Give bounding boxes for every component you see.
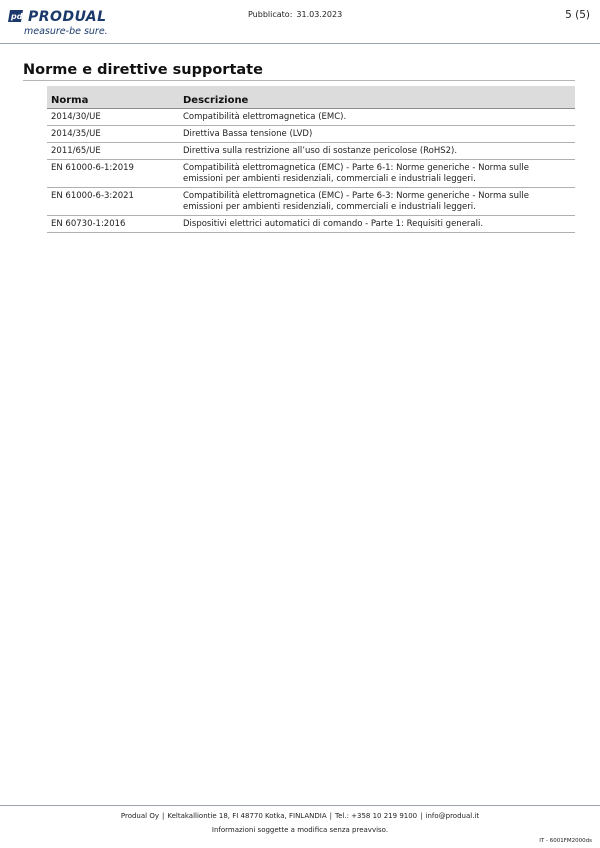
norm-cell: EN 60730-1:2016 bbox=[47, 216, 179, 233]
page-header bbox=[0, 0, 600, 44]
page-number: 5 (5) bbox=[565, 9, 590, 21]
table-row bbox=[47, 216, 575, 233]
norm-cell: EN 61000-6-1:2019 bbox=[47, 160, 179, 188]
norm-cell: 2014/35/UE bbox=[47, 126, 179, 143]
description-cell: Direttiva sulla restrizione all’uso di sostanze pericolose (RoHS2). bbox=[179, 143, 575, 160]
column-header-descrizione: Descrizione bbox=[179, 86, 575, 109]
norm-cell: 2014/30/UE bbox=[47, 109, 179, 126]
table-row bbox=[47, 188, 575, 216]
section-title: Norme e direttive supportate bbox=[23, 62, 263, 78]
description-cell: Compatibilità elettromagnetica (EMC). bbox=[179, 109, 575, 126]
footer-divider bbox=[0, 805, 600, 806]
footer-phone: Tel.: +358 10 219 9100 bbox=[335, 812, 418, 820]
published-value: 31.03.2023 bbox=[296, 10, 343, 19]
table-row bbox=[47, 143, 575, 160]
footer-contact: Produal Oy | Keltakalliontie 18, FI 48770 Kotka, FINLANDIA | Tel.: +358 10 219 9100 | info@produal.it bbox=[120, 812, 480, 820]
norm-cell: EN 61000-6-3:2021 bbox=[47, 188, 179, 216]
logo-wordmark: PRODUAL bbox=[28, 9, 107, 25]
published-label: Pubblicato: bbox=[248, 10, 293, 19]
header-divider bbox=[0, 43, 600, 44]
table-header-row bbox=[47, 86, 575, 109]
norm-cell: 2011/65/UE bbox=[47, 143, 179, 160]
section-divider bbox=[23, 80, 575, 81]
tagline: measure-be sure. bbox=[24, 26, 108, 37]
footer-email-link[interactable]: info@produal.it bbox=[425, 812, 480, 820]
published-date bbox=[248, 10, 342, 19]
document-code: IT - 6001FM2000ds bbox=[539, 838, 592, 844]
description-cell: Compatibilità elettromagnetica (EMC) - Parte 6-3: Norme generiche - Norma sulle emissioni per ambienti residenziali, commerciali e industriali leggeri. bbox=[179, 188, 575, 216]
description-cell: Dispositivi elettrici automatici di comando - Parte 1: Requisiti generali. bbox=[179, 216, 575, 233]
description-cell: Direttiva Bassa tensione (LVD) bbox=[179, 126, 575, 143]
table-row bbox=[47, 160, 575, 188]
produal-logo-mark-icon bbox=[8, 8, 26, 24]
column-header-norma: Norma bbox=[47, 86, 179, 109]
description-cell: Compatibilità elettromagnetica (EMC) - Parte 6-1: Norme generiche - Norma sulle emissioni per ambienti residenziali, commerciali e industriali leggeri. bbox=[179, 160, 575, 188]
table-row bbox=[47, 126, 575, 143]
svg-text:pd: pd bbox=[11, 12, 23, 21]
footer-disclaimer: Informazioni soggette a modifica senza preavviso. bbox=[211, 826, 389, 834]
footer-address: Keltakalliontie 18, FI 48770 Kotka, FINLANDIA bbox=[167, 812, 327, 820]
table-row bbox=[47, 109, 575, 126]
standards-table bbox=[47, 86, 575, 233]
footer-company: Produal Oy bbox=[120, 812, 159, 820]
